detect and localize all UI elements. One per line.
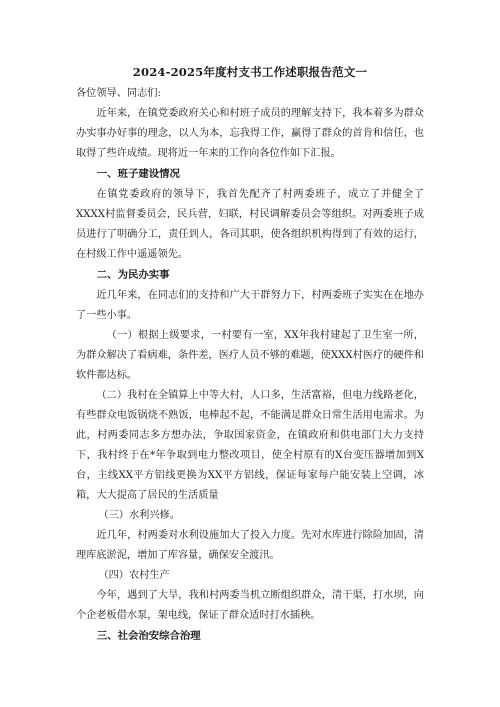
intro-paragraph: 近年来，在镇党委政府关心和村班子成员的理解支持下，我本着多为群众办实事办好事的理念，以人为本，忘我得工作，赢得了群众的首肯和信任，也取得了些许成绩。现将近一年来的工作向各位作如下汇报。	[76, 108, 424, 159]
subheading-farming: （四）农村生产	[98, 570, 170, 581]
page-title: 2024-2025年度村支书工作述职报告范文一	[132, 65, 368, 79]
paragraph-power: （二）我村在全镇算上中等大村，人口多，生活富裕，但电力线路老化，有些群众电饭锅烧不熟饭，电棒起不起，不能满足群众日常生活用电需求。为此，村两委同志多方想办法，争取国家资金，在镇政府和供电部门大力支持下，我村终于在*年争取到电力整改项目，使全村原有的X台变压器增加到X台，主线XX平方铝线更换为XX平方铝线，保证每家每户能安装上空调，冰箱，大大提高了居民的生活质量	[76, 390, 424, 501]
section-heading-service: 二、为民办实事	[96, 269, 170, 281]
paragraph-clinic: （一）根据上级要求，一村要有一室，XX年我村建起了卫生室一所，为群众解决了看病难，条件差，医疗人员不够的难题，使XXX村医疗的硬件和软件都达标。	[76, 330, 424, 381]
salutation: 各位领导、同志们:	[76, 88, 161, 99]
paragraph-water: 近几年，村两委对水利设施加大了投入力度。先对水库进行除险加固，清理库底淤泥，增加了库容量，确保安全渡汛。	[76, 530, 424, 561]
paragraph-service: 近几年来，在同志们的支持和广大干群努力下，村两委班子实实在在地办了一些小事。	[76, 290, 424, 321]
section-heading-security: 三、社会治安综合治理	[96, 630, 201, 642]
paragraph-team: 在镇党委政府的领导下，我首先配齐了村两委班子，成立了并健全了XXXX村监督委员会，民兵营，妇联，村民调解委员会等组织。对两委班子成员进行了明确分工，责任到人，各司其职，使各组织机构得到了有效的运行，在村级工作中遥遥领先。	[76, 189, 424, 260]
paragraph-farming: 今年，遇到了大旱，我和村两委当机立断组织群众，清干渠，打水坝，向个企老板借水泵，架电线，保证了群众适时打水插秧。	[76, 590, 424, 621]
section-heading-team: 一、班子建设情况	[96, 168, 180, 180]
subheading-water: （三）水利兴修。	[98, 510, 180, 521]
